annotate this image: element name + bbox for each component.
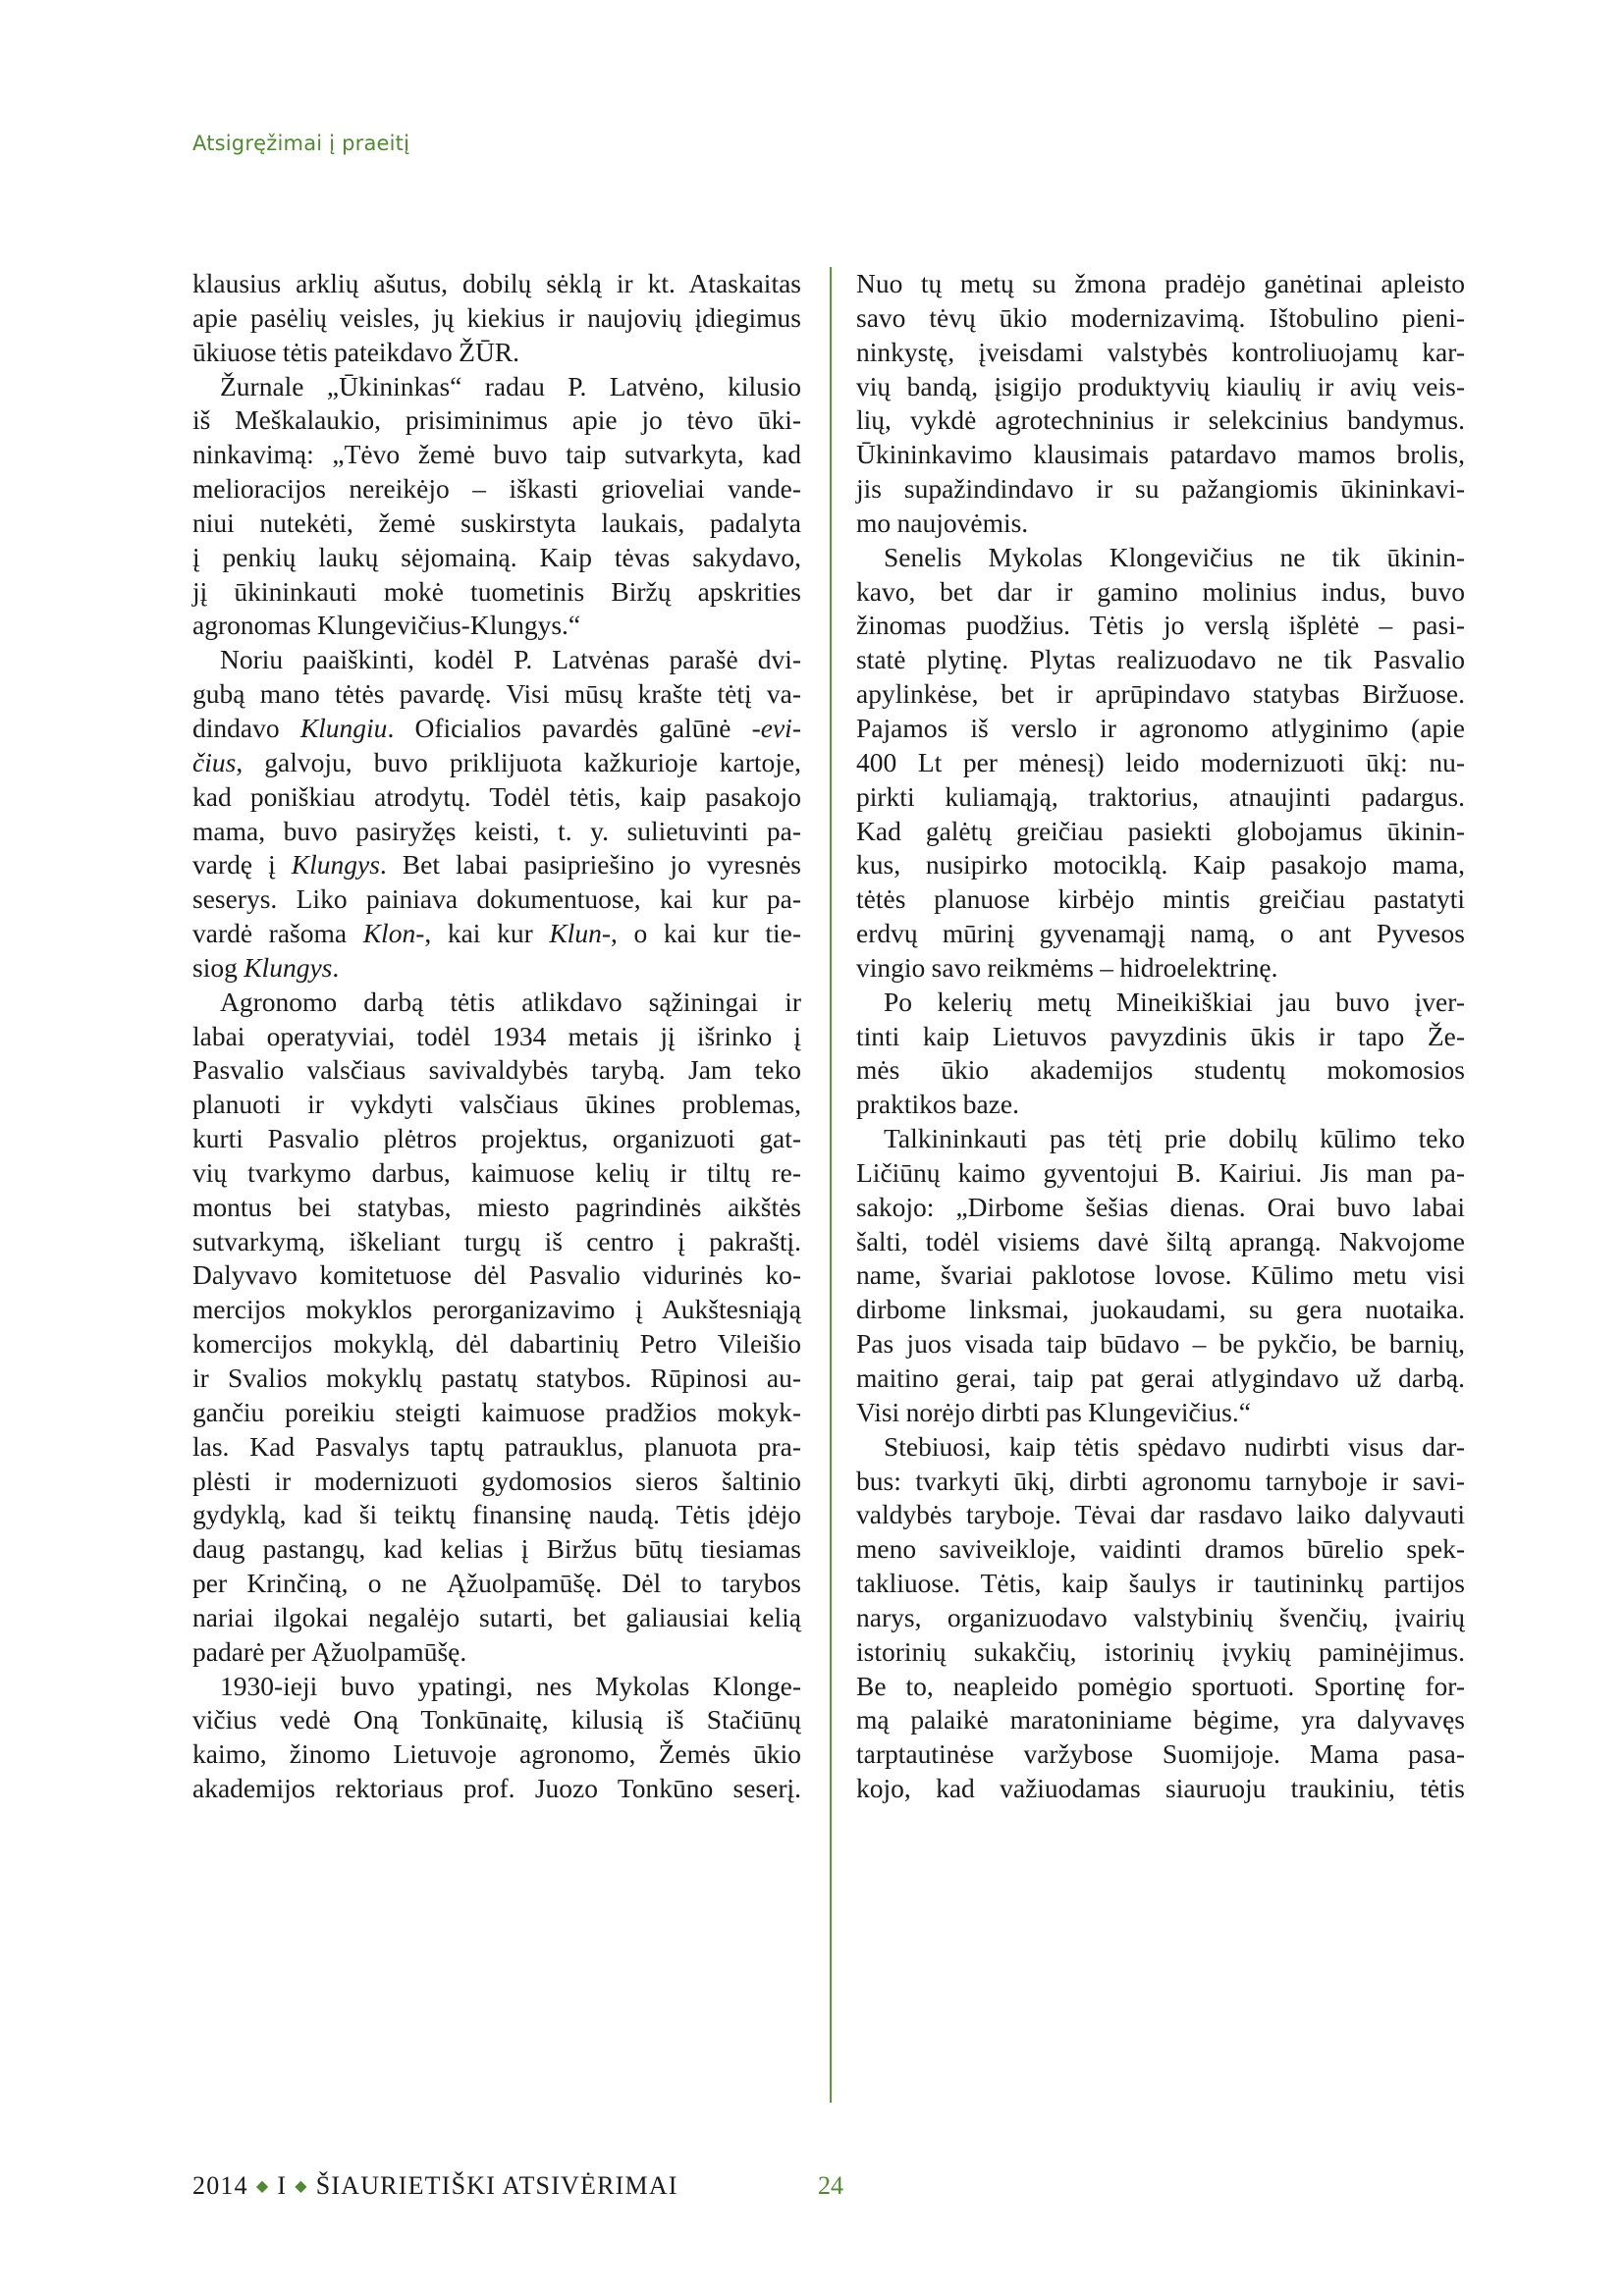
text-line: plėsti ir modernizuoti gydomosios sieros šaltinio — [192, 1465, 801, 1496]
text-line: į penkių laukų sėjomainą. Kaip tėvas sakydavo, — [192, 541, 801, 572]
text-line: ninkystę, įveisdami valstybės kontroliuojamų kar- — [856, 336, 1465, 367]
text-line: lių, vykdė agrotechninius ir selekcinius bandymus. — [856, 404, 1465, 436]
text-line: Stebiuosi, kaip tėtis spėdavo nudirbti visus dar- — [884, 1430, 1465, 1462]
diamond-bullet-icon: ◆ — [255, 2178, 270, 2195]
text-line: akademijos rektoriaus prof. Juozo Tonkūno seserį. — [192, 1773, 801, 1804]
text-line: valdybės taryboje. Tėvai dar rasdavo laiko dalyvauti — [856, 1499, 1465, 1530]
text-line: jis supažindindavo ir su pažangiomis ūkininkavi- — [856, 473, 1465, 505]
text-line: Dalyvavo komitetuose dėl Pasvalio vidurinės ko- — [192, 1259, 801, 1291]
text-line: gubą mano tėtės pavardę. Visi mūsų krašte tėtį va- — [192, 678, 801, 710]
text-line: mercijos mokyklos perorganizavimo į Aukštesniąją — [192, 1294, 801, 1325]
text-line: nariai ilgokai negalėjo sutarti, bet galiausiai kelią — [192, 1601, 801, 1632]
text-line: statė plytinę. Plytas realizuodavo ne tik Pasvalio — [856, 644, 1465, 675]
text-line: Pajamos iš verslo ir agronomo atlyginimo (apie — [856, 712, 1465, 743]
running-head: Atsigręžimai į praeitį — [192, 132, 410, 155]
text-line: mama, buvo pasiryžęs keisti, t. y. sulietuvinti pa- — [192, 815, 801, 846]
text-line: savo tėvų ūkio modernizavimą. Ištobulino pieni- — [856, 301, 1465, 333]
page-number: 24 — [818, 2171, 843, 2200]
text-line: Noriu paaiškinti, kodėl P. Latvėnas parašė dvi- — [220, 644, 801, 675]
text-line: sakojo: „Dirbome šešias dienas. Orai buvo labai — [856, 1191, 1465, 1222]
text-line: Kad galėtų greičiau pasiekti globojamus ūkinin- — [856, 815, 1465, 846]
text-line: kad poniškiau atrodytų. Todėl tėtis, kaip pasakojo — [192, 780, 801, 812]
text-line: praktikos baze. — [856, 1089, 1019, 1120]
text-line: melioracijos nereikėjo – iškasti grioveliai vande- — [192, 473, 801, 505]
text-line: Po kelerių metų Mineikiškiai jau buvo įver- — [884, 986, 1465, 1017]
text-line: padarė per Ąžuolpamūšę. — [192, 1635, 467, 1667]
text-line: gydyklą, kad ši teiktų finansinę naudą. Tėtis įdėjo — [192, 1499, 801, 1530]
text-line: daug pastangų, kad kelias į Biržus būtų tiesiamas — [192, 1533, 801, 1565]
text-line: vių bandą, įsigijo produktyvių kiaulių ir avių veis- — [856, 370, 1465, 401]
text-line: ūkiuose tėtis pateikdavo ŽŪR. — [192, 336, 520, 367]
text-line: Be to, neapleido pomėgio sportuoti. Sportinę for- — [856, 1670, 1465, 1701]
text-line: name, švariai paklotose lovose. Kūlimo metu visi — [856, 1259, 1465, 1291]
text-line: takliuose. Tėtis, kaip šaulys ir tautininkų partijos — [856, 1568, 1465, 1599]
left-column — [192, 267, 801, 1806]
text-line: mo naujovėmis. — [856, 507, 1029, 538]
text-line: apylinkėse, bet ir aprūpindavo statybas Biržuose. — [856, 678, 1465, 710]
text-line: tarptautinėse varžybose Suomijoje. Mama pasa- — [856, 1738, 1465, 1770]
text-line: meno saviveikloje, vaidinti dramos būrelio spek- — [856, 1533, 1465, 1565]
text-line: Visi norėjo dirbti pas Klungevičius.“ — [856, 1396, 1251, 1427]
text-line: Nuo tų metų su žmona pradėjo ganėtinai apleisto — [856, 268, 1465, 298]
text-line: labai operatyviai, todėl 1934 metais jį išrinko į — [192, 1020, 801, 1051]
text-line: mės ūkio akademijos studentų mokomosios — [856, 1054, 1465, 1086]
text-line: šalti, todėl visiems davė šiltą aprangą. Nakvojome — [856, 1225, 1465, 1256]
text-line: istorinių sukakčių, istorinių įvykių paminėjimus. — [856, 1635, 1465, 1667]
text-line: ir Svalios mokyklų pastatų statybos. Rūpinosi au- — [192, 1362, 801, 1393]
text-line: mą palaikė maratoniniame bėgime, yra dalyvavęs — [856, 1704, 1465, 1735]
text-line: niui nutekėti, žemė suskirstyta laukais, padalyta — [192, 507, 801, 538]
text-line: Pas juos visada taip būdavo – be pykčio, be barnių, — [856, 1328, 1465, 1360]
text-line: tinti kaip Lietuvos pavyzdinis ūkis ir tapo Že- — [856, 1020, 1465, 1051]
right-column — [856, 267, 1465, 1806]
text-line: kus, nusipirko motociklą. Kaip pasakojo mama, — [856, 849, 1465, 881]
text-line: Ūkininkavimo klausimais patardavo mamos brolis, — [856, 439, 1465, 470]
text-line: gančiu poreikiu steigti kaimuose pradžios mokyk- — [192, 1396, 801, 1427]
text-line: seserys. Liko painiava dokumentuose, kai kur pa- — [192, 883, 801, 915]
text-line: narys, organizuodavo valstybinių švenčių, įvairių — [856, 1601, 1465, 1632]
text-line: vių tvarkymo darbus, kaimuose kelių ir tiltų re- — [192, 1156, 801, 1188]
text-line: Agronomo darbą tėtis atlikdavo sąžiningai ir — [220, 986, 801, 1017]
text-line: bus: tvarkyti ūkį, dirbti agronomu tarnyboje ir savi- — [856, 1465, 1465, 1496]
text-line: čius, galvoju, buvo priklijuota kažkurioje kartoje, — [192, 746, 801, 777]
page-footer — [192, 2171, 843, 2201]
footer-year: 2014 — [192, 2171, 248, 2200]
text-line: Žurnale „Ūkininkas“ radau P. Latvėno, kilusio — [220, 370, 801, 401]
text-line: komercijos mokyklą, dėl dabartinių Petro Vileišio — [192, 1328, 801, 1360]
text-line: siog Klungys. — [192, 951, 340, 983]
text-line: Talkininkauti pas tėtį prie dobilų kūlimo teko — [884, 1123, 1465, 1154]
text-line: žinomas puodžius. Tėtis jo verslą išplėtė – pasi- — [856, 610, 1465, 641]
text-line: maitino gerai, taip pat gerai atlygindavo už darbą. — [856, 1362, 1465, 1393]
text-line: dirbome linksmai, juokaudami, su gera nuotaika. — [856, 1294, 1465, 1325]
text-line: ninkavimą: „Tėvo žemė buvo taip sutvarkyta, kad — [192, 439, 801, 470]
text-line: planuoti ir vykdyti valsčiaus ūkines problemas, — [192, 1089, 801, 1120]
text-line: pirkti kuliamąją, traktorius, atnaujinti padargus. — [856, 780, 1465, 812]
text-line: dindavo Klungiu. Oficialios pavardės galūnė -evi- — [192, 712, 801, 743]
text-line: montus bei statybas, miesto pagrindinės aikštės — [192, 1191, 801, 1222]
text-line: Senelis Mykolas Klongevičius ne tik ūkinin- — [884, 541, 1465, 572]
diamond-bullet-icon: ◆ — [295, 2178, 308, 2195]
text-line: kojo, kad važiuodamas siauruoju traukiniu, tėtis — [856, 1773, 1465, 1804]
text-line: vardė rašoma Klon-, kai kur Klun-, o kai kur tie- — [192, 918, 801, 949]
footer-publication: ŠIAURIETIŠKI ATSIVĖRIMAI — [315, 2171, 678, 2200]
text-line: sutvarkymą, iškeliant turgų iš centro į pakraštį. — [192, 1225, 801, 1256]
text-line: tėtės planuose kirbėjo mintis greičiau pastatyti — [856, 883, 1465, 915]
text-line: las. Kad Pasvalys taptų patrauklus, planuota pra- — [192, 1430, 801, 1462]
text-line: vičius vedė Oną Tonkūnaitę, kilusią iš Stačiūnų — [192, 1704, 801, 1735]
text-line: agronomas Klungevičius-Klungys.“ — [192, 610, 581, 641]
text-line: kaimo, žinomo Lietuvoje agronomo, Žemės ūkio — [192, 1738, 801, 1770]
text-line: per Krinčiną, o ne Ąžuolpamūšę. Dėl to tarybos — [192, 1568, 801, 1599]
text-line: Ličiūnų kaimo gyventojui B. Kairiui. Jis man pa- — [856, 1156, 1465, 1188]
text-line: kurti Pasvalio plėtros projektus, organizuoti gat- — [192, 1123, 801, 1154]
text-line: jį ūkininkauti mokė tuometinis Biržų apskrities — [192, 575, 801, 607]
text-line: iš Meškalaukio, prisiminimus apie jo tėvo ūki- — [192, 404, 801, 436]
footer-issue: I — [277, 2171, 288, 2200]
text-line: kavo, bet dar ir gamino molinius indus, buvo — [856, 575, 1465, 607]
text-line: apie pasėlių veisles, jų kiekius ir naujovių įdiegimus — [192, 301, 801, 333]
column-divider — [830, 267, 832, 2103]
text-line: Pasvalio valsčiaus savivaldybės tarybą. Jam teko — [192, 1054, 801, 1086]
text-line: vingio savo reikmėms – hidroelektrinę. — [856, 951, 1278, 983]
text-line: erdvų mūrinį gyvenamąjį namą, o ant Pyvesos — [856, 918, 1465, 949]
text-line: klausius arklių ašutus, dobilų sėklą ir kt. Ataskaitas — [192, 268, 801, 298]
text-line: 400 Lt per mėnesį) leido modernizuoti ūkį: nu- — [856, 746, 1465, 777]
text-line: vardę į Klungys. Bet labai pasipriešino jo vyresnės — [192, 849, 801, 881]
text-line: 1930-ieji buvo ypatingi, nes Mykolas Klonge- — [220, 1670, 801, 1701]
